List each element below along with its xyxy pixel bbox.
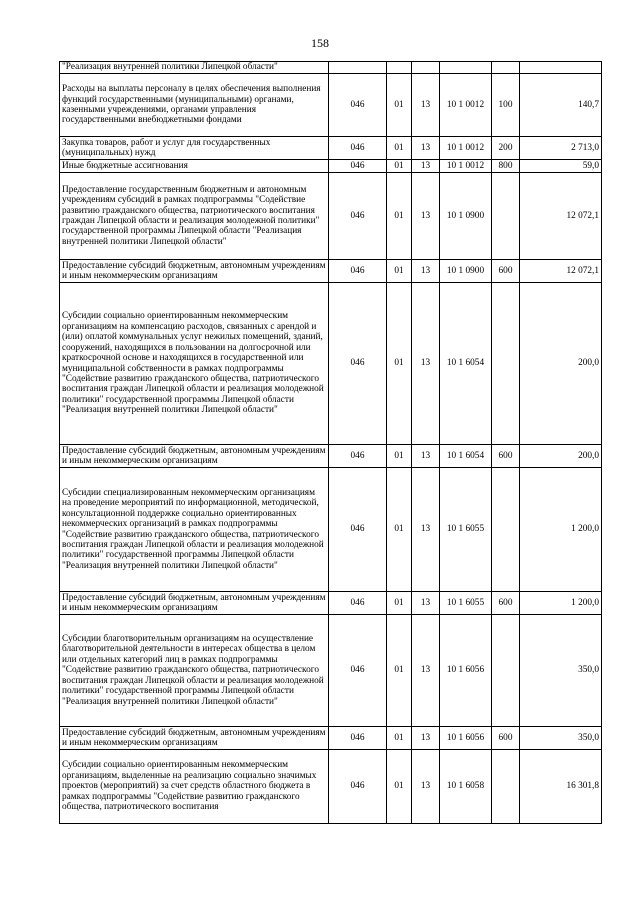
row-amount: 16 301,8 bbox=[520, 750, 602, 824]
row-description: Предоставление субсидий бюджетным, автономным учреждениям и иным некоммерческим организациям bbox=[60, 727, 329, 750]
row-target-article-code: 10 1 6055 bbox=[440, 592, 492, 615]
row-section-code: 01 bbox=[387, 137, 412, 160]
row-department-code: 046 bbox=[329, 173, 387, 260]
table-body bbox=[60, 62, 602, 824]
table-row bbox=[60, 62, 602, 74]
row-section-code: 01 bbox=[387, 283, 412, 445]
row-section-code: 01 bbox=[387, 615, 412, 727]
row-expense-type-code bbox=[492, 173, 520, 260]
row-expense-type-code bbox=[492, 62, 520, 74]
row-expense-type-code: 600 bbox=[492, 592, 520, 615]
row-target-article-code: 10 1 0012 bbox=[440, 137, 492, 160]
table-row bbox=[60, 160, 602, 173]
row-amount: 200,0 bbox=[520, 283, 602, 445]
table-row bbox=[60, 592, 602, 615]
row-section-code: 01 bbox=[387, 260, 412, 283]
row-department-code: 046 bbox=[329, 137, 387, 160]
row-expense-type-code bbox=[492, 750, 520, 824]
row-subsection-code: 13 bbox=[412, 283, 440, 445]
row-description: Субсидии благотворительным организациям на осуществление благотворительной деятельности в интересах общества в целом или отдельных категорий лиц в рамках подпрограммы "Содействие развитию гражданского общества, патриотического воспитания граждан Липецкой области и реализация молодежной политики" государственной программы Липецкой области "Реализация внутренней политики Липецкой области" bbox=[60, 615, 329, 727]
row-department-code: 046 bbox=[329, 283, 387, 445]
row-expense-type-code: 200 bbox=[492, 137, 520, 160]
table-row bbox=[60, 260, 602, 283]
row-expense-type-code bbox=[492, 468, 520, 592]
row-section-code: 01 bbox=[387, 468, 412, 592]
row-description: Закупка товаров, работ и услуг для государственных (муниципальных) нужд bbox=[60, 137, 329, 160]
row-description: Предоставление государственным бюджетным и автономным учреждениям субсидий в рамках подпрограммы "Содействие развитию гражданского общества, патриотического воспитания граждан Липецкой области и реализация молодежной политики" государственной программы Липецкой области "Реализация внутренней политики Липецкой области" bbox=[60, 173, 329, 260]
row-amount: 1 200,0 bbox=[520, 592, 602, 615]
row-subsection-code: 13 bbox=[412, 592, 440, 615]
row-amount: 59,0 bbox=[520, 160, 602, 173]
table-row bbox=[60, 445, 602, 468]
table-row bbox=[60, 615, 602, 727]
row-section-code: 01 bbox=[387, 74, 412, 137]
row-section-code: 01 bbox=[387, 750, 412, 824]
row-section-code: 01 bbox=[387, 592, 412, 615]
table-row bbox=[60, 173, 602, 260]
row-subsection-code: 13 bbox=[412, 173, 440, 260]
row-target-article-code: 10 1 0900 bbox=[440, 260, 492, 283]
row-target-article-code: 10 1 6054 bbox=[440, 445, 492, 468]
row-subsection-code: 13 bbox=[412, 468, 440, 592]
row-target-article-code: 10 1 6056 bbox=[440, 615, 492, 727]
row-department-code: 046 bbox=[329, 468, 387, 592]
row-department-code: 046 bbox=[329, 445, 387, 468]
page-number: 158 bbox=[311, 36, 329, 50]
row-description: Субсидии специализированным некоммерческим организациям на проведение мероприятий по информационной, методической, консультационной поддержке социально ориентированных некоммерческих организаций в рамках подпрограммы "Содействие развитию гражданского общества, патриотического воспитания граждан Липецкой области и реализация молодежной политики" государственной программы Липецкой области "Реализация внутренней политики Липецкой области" bbox=[60, 468, 329, 592]
row-target-article-code: 10 1 6058 bbox=[440, 750, 492, 824]
table-row bbox=[60, 468, 602, 592]
table-row bbox=[60, 74, 602, 137]
row-target-article-code: 10 1 0012 bbox=[440, 160, 492, 173]
row-expense-type-code: 800 bbox=[492, 160, 520, 173]
table-row bbox=[60, 727, 602, 750]
row-amount: 1 200,0 bbox=[520, 468, 602, 592]
row-amount: 350,0 bbox=[520, 615, 602, 727]
row-amount: 12 072,1 bbox=[520, 260, 602, 283]
row-section-code: 01 bbox=[387, 727, 412, 750]
row-amount: 140,7 bbox=[520, 74, 602, 137]
row-department-code: 046 bbox=[329, 750, 387, 824]
row-department-code: 046 bbox=[329, 260, 387, 283]
row-section-code: 01 bbox=[387, 173, 412, 260]
row-expense-type-code: 600 bbox=[492, 260, 520, 283]
row-description: "Реализация внутренней политики Липецкой области" bbox=[60, 62, 329, 74]
row-subsection-code: 13 bbox=[412, 260, 440, 283]
row-subsection-code: 13 bbox=[412, 74, 440, 137]
table-row bbox=[60, 137, 602, 160]
row-department-code: 046 bbox=[329, 615, 387, 727]
row-subsection-code: 13 bbox=[412, 137, 440, 160]
row-target-article-code: 10 1 6054 bbox=[440, 283, 492, 445]
row-target-article-code: 10 1 6056 bbox=[440, 727, 492, 750]
budget-table bbox=[59, 61, 602, 824]
table-row bbox=[60, 283, 602, 445]
row-description: Расходы на выплаты персоналу в целях обеспечения выполнения функций государственными (муниципальными) органами, казенными учреждениями, органами управления государственными внебюджетными фондами bbox=[60, 74, 329, 137]
row-description: Иные бюджетные ассигнования bbox=[60, 160, 329, 173]
row-section-code bbox=[387, 62, 412, 74]
row-subsection-code: 13 bbox=[412, 615, 440, 727]
row-target-article-code bbox=[440, 62, 492, 74]
row-amount: 12 072,1 bbox=[520, 173, 602, 260]
row-department-code: 046 bbox=[329, 74, 387, 137]
row-subsection-code bbox=[412, 62, 440, 74]
row-expense-type-code: 100 bbox=[492, 74, 520, 137]
row-subsection-code: 13 bbox=[412, 160, 440, 173]
row-subsection-code: 13 bbox=[412, 727, 440, 750]
row-section-code: 01 bbox=[387, 445, 412, 468]
row-description: Субсидии социально ориентированным некоммерческим организациям, выделенные на реализацию социально значимых проектов (мероприятий) за счет средств областного бюджета в рамках подпрограммы "Содействие развитию гражданского общества, патриотического воспитания bbox=[60, 750, 329, 824]
row-target-article-code: 10 1 6055 bbox=[440, 468, 492, 592]
row-subsection-code: 13 bbox=[412, 750, 440, 824]
row-description: Предоставление субсидий бюджетным, автономным учреждениям и иным некоммерческим организациям bbox=[60, 592, 329, 615]
row-department-code bbox=[329, 62, 387, 74]
row-subsection-code: 13 bbox=[412, 445, 440, 468]
row-department-code: 046 bbox=[329, 592, 387, 615]
row-amount: 350,0 bbox=[520, 727, 602, 750]
table-row bbox=[60, 750, 602, 824]
row-target-article-code: 10 1 0900 bbox=[440, 173, 492, 260]
row-expense-type-code bbox=[492, 615, 520, 727]
row-amount bbox=[520, 62, 602, 74]
row-amount: 2 713,0 bbox=[520, 137, 602, 160]
row-description: Субсидии социально ориентированным некоммерческим организациям на компенсацию расходов, связанных с арендой и (или) оплатой коммунальных услуг нежилых помещений, зданий, сооружений, находящихся в пользовании на долгосрочной или краткосрочной основе и находящихся в государственной или муниципальной собственности в рамках подпрограммы "Содействие развитию гражданского общества, патриотического воспитания граждан Липецкой области и реализация молодежной политики" государственной программы Липецкой области "Реализация внутренней политики Липецкой области" bbox=[60, 283, 329, 445]
row-department-code: 046 bbox=[329, 160, 387, 173]
row-expense-type-code: 600 bbox=[492, 727, 520, 750]
row-department-code: 046 bbox=[329, 727, 387, 750]
row-description: Предоставление субсидий бюджетным, автономным учреждениям и иным некоммерческим организациям bbox=[60, 260, 329, 283]
row-expense-type-code bbox=[492, 283, 520, 445]
row-target-article-code: 10 1 0012 bbox=[440, 74, 492, 137]
row-amount: 200,0 bbox=[520, 445, 602, 468]
row-expense-type-code: 600 bbox=[492, 445, 520, 468]
row-description: Предоставление субсидий бюджетным, автономным учреждениям и иным некоммерческим организациям bbox=[60, 445, 329, 468]
row-section-code: 01 bbox=[387, 160, 412, 173]
